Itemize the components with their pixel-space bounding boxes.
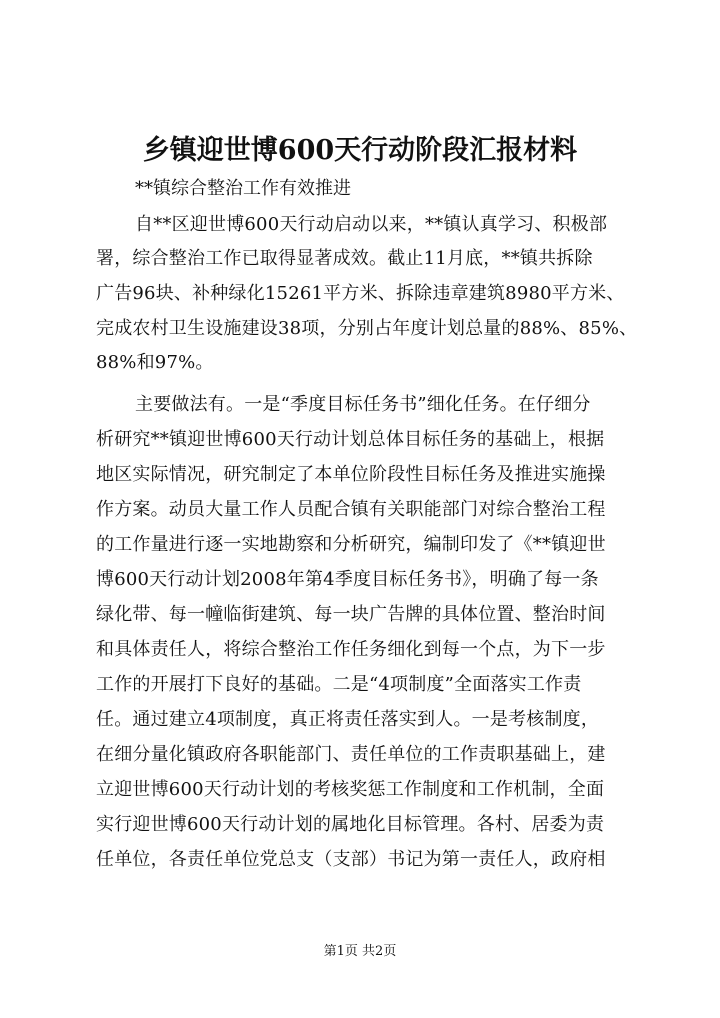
paragraph-line: 析研究**镇迎世博600天行动计划总体目标任务的基础上，根据 bbox=[96, 429, 605, 450]
paragraph-line: 博600天行动计划2008年第4季度目标任务书》，明确了每一条 bbox=[96, 569, 599, 590]
paragraph-line: 广告96块、补种绿化15261平方米、拆除违章建筑8980平方米、 bbox=[96, 283, 625, 304]
document-title: 乡镇迎世博600天行动阶段汇报材料 bbox=[142, 135, 578, 166]
paragraph-line: 地区实际情况，研究制定了本单位阶段性目标任务及推进实施操 bbox=[96, 464, 606, 485]
paragraph-line: 实行迎世博600天行动计划的属地化目标管理。各村、居委为责 bbox=[96, 814, 605, 835]
paragraph-line: 绿化带、每一幢临街建筑、每一块广告牌的具体位置、整治时间 bbox=[96, 604, 606, 625]
paragraph-line: 自**区迎世博600天行动启动以来，**镇认真学习、积极部 bbox=[135, 214, 608, 235]
paragraph-line: 署，综合整治工作已取得显著成效。截止11月底，**镇共拆除 bbox=[96, 248, 593, 269]
paragraph-line: 任。通过建立4项制度，真正将责任落实到人。一是考核制度， bbox=[96, 709, 600, 730]
paragraph-line: 和具体责任人，将综合整治工作任务细化到每一个点，为下一步 bbox=[96, 639, 606, 660]
paragraph-line: 主要做法有。一是“季度目标任务书”细化任务。在仔细分 bbox=[135, 394, 591, 415]
document-subtitle: **镇综合整治工作有效推进 bbox=[135, 178, 351, 199]
paragraph-line: 的工作量进行逐一实地勘察和分析研究，编制印发了《**镇迎世 bbox=[96, 534, 606, 555]
page-footer: 第1页 共2页 bbox=[323, 944, 397, 959]
paragraph-line: 在细分量化镇政府各职能部门、责任单位的工作责职基础上，建 bbox=[96, 744, 606, 765]
paragraph-line: 工作的开展打下良好的基础。二是“4项制度”全面落实工作责 bbox=[96, 674, 582, 695]
paragraph-line: 任单位，各责任单位党总支（支部）书记为第一责任人，政府相 bbox=[96, 849, 606, 870]
paragraph-line: 作方案。动员大量工作人员配合镇有关职能部门对综合整治工程 bbox=[96, 499, 606, 520]
paragraph-line: 立迎世博600天行动计划的考核奖惩工作制度和工作机制，全面 bbox=[96, 779, 605, 800]
paragraph-line: 88%和97%。 bbox=[96, 352, 214, 373]
paragraph-line: 完成农村卫生设施建设38项，分别占年度计划总量的88%、85%、 bbox=[96, 318, 638, 339]
